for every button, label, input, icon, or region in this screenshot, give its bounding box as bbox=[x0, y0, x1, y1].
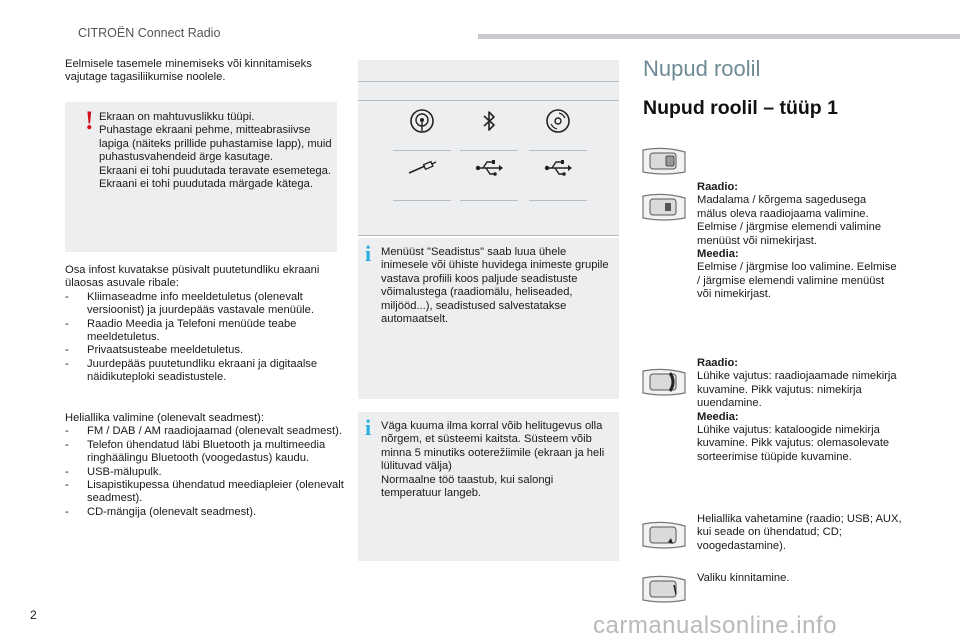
list-item: - Lisapistikupessa ühendatud meediapleier (olenevalt seadmest). bbox=[65, 479, 344, 505]
steering-controls-icon bbox=[640, 367, 688, 397]
radio-media-block-2: Raadio: Lühike vajutus: raadiojaamade nimekirja kuvamine. Pikk vajutus: nimekirja uuendamine. Meedia: Lühike vajutus: kataloogide nimekirja kuvamine. Pikk vajutus: olemasolevate sorteerimise tüüpide kuvamine. bbox=[697, 357, 897, 463]
watermark: carmanualsonline.info bbox=[593, 612, 837, 639]
header-divider bbox=[478, 34, 960, 39]
info-icon: i bbox=[365, 241, 372, 266]
list-item: - USB-mälupulk. bbox=[65, 465, 162, 478]
list-item: - FM / DAB / AM raadiojaamad (olenevalt seadmest). bbox=[65, 425, 342, 438]
warning-text: Ekraan on mahtuvuslikku tüüpi. Puhastage ekraani pehme, mitteabrasiivse lapiga (näiteks prillide puhastamise lapp), muid puhastusvahendeid ärge kasutage. Ekraani ei tohi puudutada teravate esemetega. Ekraani ei tohi puudutada märgade kätega. bbox=[99, 111, 332, 191]
aux-jack-icon bbox=[393, 157, 451, 201]
confirm-text: Valiku kinnitamine. bbox=[697, 572, 790, 584]
header-title: CITROËN Connect Radio bbox=[78, 26, 221, 40]
list-item: - Telefon ühendatud läbi Bluetooth ja multimeedia ringhäälingu Bluetooth (voogedastus) kaudu. bbox=[65, 438, 326, 465]
bluetooth-icon bbox=[460, 107, 518, 151]
source-section bbox=[65, 412, 345, 519]
usb-icon bbox=[460, 157, 518, 201]
warning-icon: ! bbox=[85, 106, 94, 135]
info-text-temperature: Väga kuuma ilma korral võib helitugevus olla nõrgem, et süsteemi kaitsta. Süsteem võib minna 5 minutiks ooterežiimile (ekraan ja heli lülituvad välja) Normaalne töö taastub, kui salongi temperatuur langeb. bbox=[381, 420, 605, 500]
section-subheading: Nupud roolil – tüüp 1 bbox=[643, 97, 838, 119]
list-item: - Juurdepääs puutetundliku ekraani ja digitaalse näidikuteploki seadistustele. bbox=[65, 357, 318, 384]
list-item: - CD-mängija (olenevalt seadmest). bbox=[65, 505, 257, 518]
section-heading: Nupud roolil bbox=[643, 56, 761, 81]
permanent-info-section bbox=[65, 264, 345, 385]
cd-icon bbox=[529, 107, 587, 151]
steering-controls-icon bbox=[640, 574, 688, 604]
list-item: - Kliimaseadme info meeldetuletus (olenevalt versioonist) ja juurdepääs vastavale menüüle. bbox=[65, 290, 314, 317]
radio-media-block-1: Raadio: Madalama / kõrgema sagedusega mälus oleva raadiojaama valimine. Eelmise / järgmise elemendi valimine menüüst või nimekirjast. Meedia: Eelmise / järgmise loo valimine. Eelmise / järgmise elemendi valimine menüüst või nimekirjast. bbox=[697, 181, 897, 301]
info-icon: i bbox=[365, 415, 372, 440]
intro-text: Eelmisele tasemele minemiseks või kinnitamiseks vajutage tagasiliikumise noolele. bbox=[65, 58, 312, 84]
list-item: - Privaatsusteabe meeldetuletus. bbox=[65, 344, 244, 357]
source-change-text: Heliallika vahetamine (raadio; USB; AUX, kui seade on ühendatud; CD; voogedastamine). bbox=[697, 513, 902, 552]
info-text-profiles: Menüüst "Seadistus" saab luua ühele inimesele või ühiste huvidega inimeste grupile vastava profiili koos paljude seadistuste võimalustega (raadiomälu, heliseaded, miljööd...), seadistused salvestatakse automaatselt. bbox=[381, 246, 609, 326]
steering-controls-icon bbox=[640, 146, 688, 176]
steering-controls-icon bbox=[640, 520, 688, 550]
usb-icon bbox=[529, 157, 587, 201]
list-item: - Raadio Meedia ja Telefoni menüüde teabe meeldetuletus. bbox=[65, 317, 297, 344]
steering-controls-icon bbox=[640, 192, 688, 222]
permanent-intro: Osa infost kuvatakse püsivalt puutetundliku ekraani ülaosas asuvale ribale: bbox=[65, 264, 320, 290]
radio-icon bbox=[393, 107, 451, 151]
screen-illustration bbox=[358, 60, 619, 236]
page-number: 2 bbox=[30, 608, 37, 622]
source-intro: Heliallika valimine (olenevalt seadmest): bbox=[65, 412, 264, 424]
